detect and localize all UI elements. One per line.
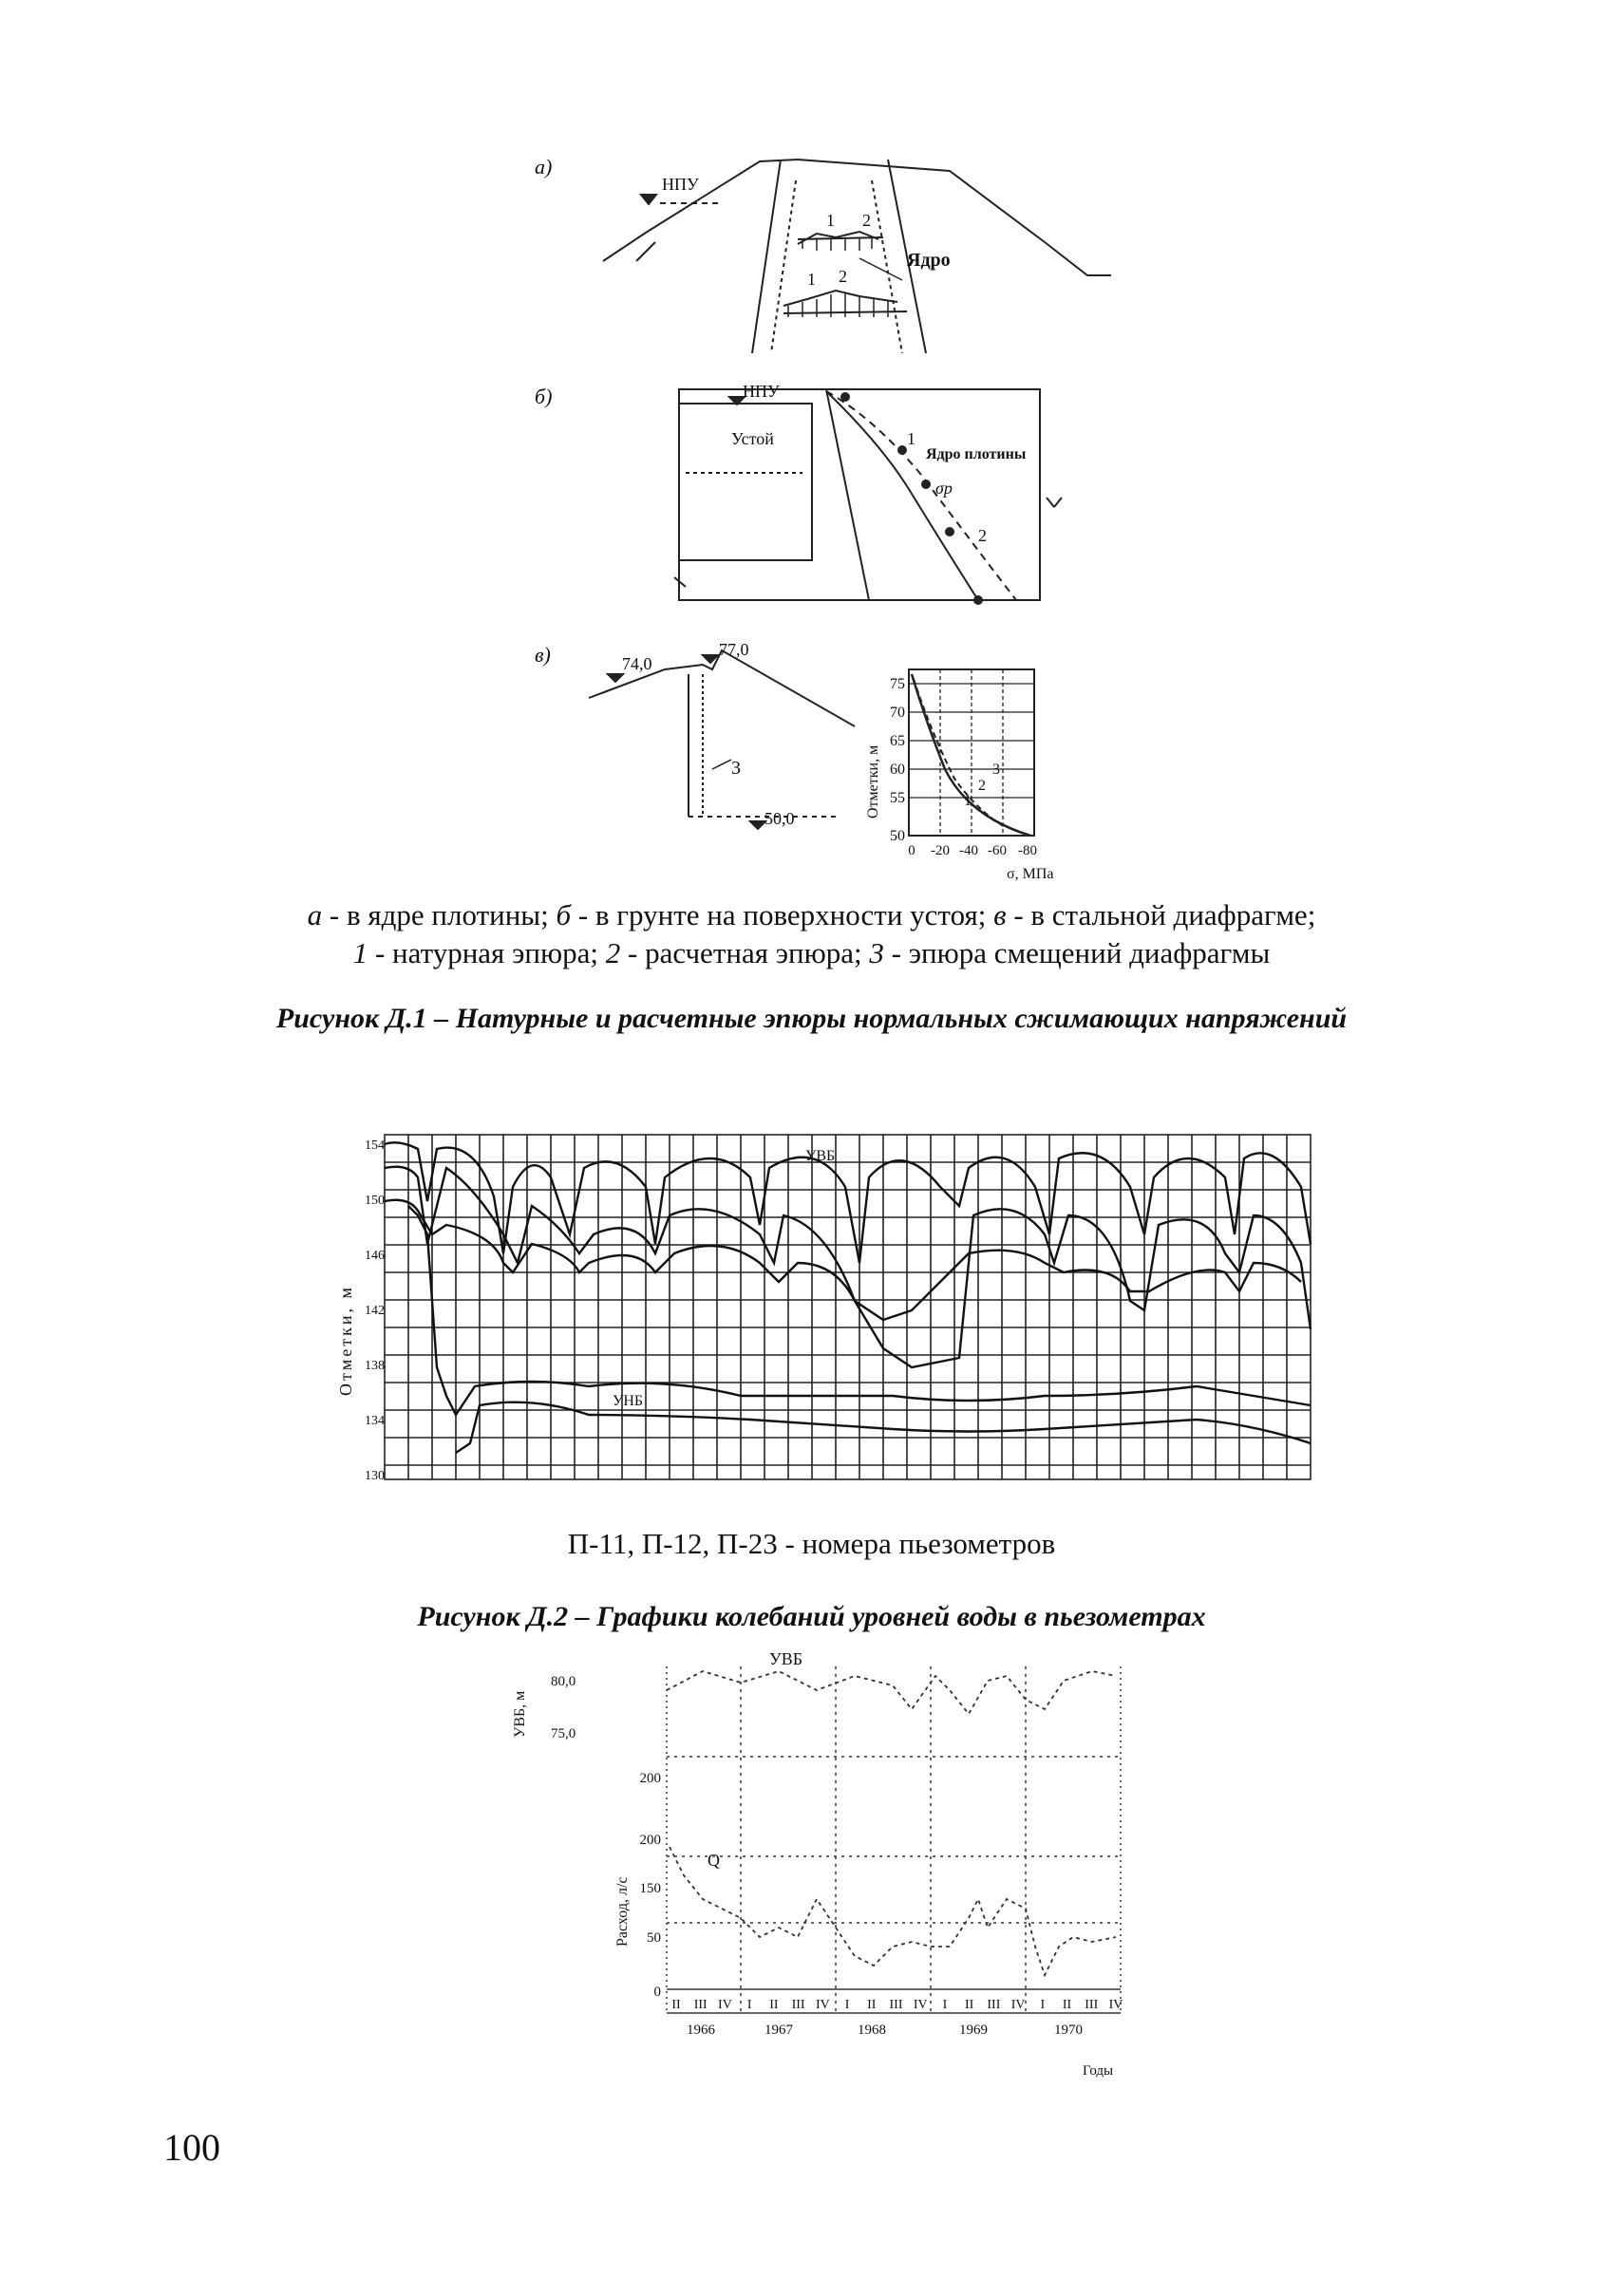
d3-quarter-label: III — [791, 1998, 805, 2012]
panel-v-xtick: -80 — [1018, 843, 1037, 858]
d3-quarter-label: IV — [1010, 1998, 1026, 2012]
legend-key-1: 1 — [352, 936, 368, 969]
figure-d1-caption: Рисунок Д.1 – Натурные и расчетные эпюры нормальных сжимающих напряжений — [275, 1003, 1348, 1034]
d3-year: 1967 — [764, 2023, 793, 2038]
panel-b-npu: НПУ — [743, 382, 780, 401]
panel-v-xtick: -40 — [959, 843, 978, 858]
legend-text-2: - расчетная эпюра; — [620, 936, 870, 969]
panel-a-npu: НПУ — [662, 175, 699, 194]
panel-b-num-2: 2 — [978, 526, 987, 545]
d2-ubb-label: УВБ — [805, 1148, 836, 1164]
d3-quarter-label: II — [671, 1998, 681, 2012]
legend-text-a: - в ядре плотины; — [322, 898, 557, 932]
panel-a-num-1-top: 1 — [826, 211, 835, 230]
d3-quarter-label: III — [889, 1998, 903, 2012]
legend-key-v: в — [993, 898, 1007, 932]
panel-a-label: а) — [535, 155, 553, 179]
panel-v-curve-3: 3 — [992, 762, 1000, 778]
d3-quarter-label: IV — [1108, 1998, 1123, 2012]
page-number: 100 — [163, 2126, 220, 2169]
d3-xlabel: Годы — [1083, 2063, 1114, 2079]
legend-key-3: 3 — [869, 936, 884, 969]
panel-v-xtick: -60 — [988, 843, 1007, 858]
panel-v-level-left: 74,0 — [622, 654, 652, 673]
panel-v-level-bottom: 50,0 — [764, 809, 795, 828]
d3-quarter-label: I — [942, 1998, 948, 2012]
figure-d2-caption: Рисунок Д.2 – Графики колебаний уровней воды в пьезометрах — [417, 1601, 1206, 1632]
panel-b-core-label: Ядро плотины — [926, 446, 1027, 462]
panel-a-num-1-bottom: 1 — [807, 270, 816, 289]
d3-quarter-label: IV — [815, 1998, 830, 2012]
panel-v-ytick: 75 — [890, 676, 905, 692]
d3-quarter-label: II — [1062, 1998, 1072, 2012]
d2-ytick: 134 — [365, 1414, 385, 1428]
d3-q-tick: 200 — [639, 1833, 661, 1848]
d3-ubb-tick: 75,0 — [551, 1726, 576, 1741]
legend-key-2: 2 — [605, 936, 621, 969]
d3-year: 1969 — [959, 2023, 988, 2038]
d3-quarter-label: I — [746, 1998, 752, 2012]
d3-ubb-tick: 80,0 — [551, 1674, 576, 1689]
d3-q-tick: 0 — [653, 1985, 661, 2000]
d2-unb-label: УНБ — [613, 1393, 644, 1409]
legend-key-a: а — [307, 898, 323, 932]
legend-text-3: - эпюра смещений диафрагмы — [883, 936, 1271, 969]
d3-q-tick: 50 — [647, 1930, 661, 1946]
d3-quarter-label: II — [867, 1998, 877, 2012]
panel-v-xlabel: σ, МПа — [1007, 866, 1054, 882]
panel-v-num-3: 3 — [731, 758, 741, 779]
d2-ytick: 142 — [365, 1304, 385, 1318]
d3-quarter-label: I — [844, 1998, 850, 2012]
d2-ytick: 130 — [365, 1469, 385, 1483]
panel-v-xtick: 0 — [908, 843, 915, 858]
d3-quarter-label: II — [965, 1998, 974, 2012]
d3-quarter-label: I — [1040, 1998, 1046, 2012]
d3-quarter-label: IV — [718, 1998, 732, 2012]
d3-quarter-label: IV — [913, 1998, 928, 2012]
panel-v-ytick: 70 — [890, 705, 905, 721]
d3-q-label: Q — [708, 1851, 720, 1870]
legend-text-v: - в стальной диафрагме; — [1006, 898, 1316, 932]
d3-quarter-label: II — [769, 1998, 779, 2012]
panel-a-num-2-top: 2 — [862, 211, 871, 230]
panel-v-ytick: 50 — [890, 828, 905, 844]
panel-a-core-label: Ядро — [907, 250, 951, 271]
panel-v-ytick: 65 — [890, 733, 905, 749]
d3-year: 1968 — [858, 2023, 886, 2038]
legend-text-1: - натурная эпюра; — [368, 936, 606, 969]
d3-year: 1966 — [687, 2023, 715, 2038]
panel-v-curve-1: 1 — [964, 793, 972, 809]
d3-ubb-ylabel: УВБ, м — [512, 1690, 528, 1738]
panel-v-ytick: 60 — [890, 762, 905, 778]
panel-b-num-1: 1 — [907, 429, 915, 448]
d3-q-tick: 200 — [639, 1771, 661, 1786]
panel-v-curve-2: 2 — [978, 778, 986, 794]
d3-ubb-title: УВБ — [769, 1649, 803, 1668]
legend-key-b: б — [556, 898, 572, 932]
panel-v-xtick: -20 — [931, 843, 950, 858]
panel-a-num-2-bottom: 2 — [839, 267, 847, 286]
panel-v-ylabel: Отметки, м — [865, 744, 881, 819]
d3-q-tick: 150 — [639, 1881, 661, 1896]
d3-quarter-label: III — [1085, 1998, 1099, 2012]
legend-text-b: - в грунте на поверхности устоя; — [571, 898, 994, 932]
panel-v-label: в) — [535, 643, 551, 667]
panel-v-ytick: 55 — [890, 790, 905, 806]
panel-v-level-top: 77,0 — [719, 640, 749, 659]
panel-b-label: б) — [535, 385, 553, 408]
d3-quarter-label: III — [693, 1998, 708, 2012]
d3-quarter-label: III — [987, 1998, 1001, 2012]
d2-ytick: 138 — [365, 1359, 385, 1373]
d2-ytick: 154 — [365, 1139, 385, 1153]
d2-ytick: 146 — [365, 1249, 385, 1263]
d3-year: 1970 — [1054, 2023, 1083, 2038]
d2-ylabel: Отметки, м — [336, 1285, 355, 1396]
panel-b-abutment-label: Устой — [731, 429, 774, 448]
d2-ytick: 150 — [365, 1194, 385, 1208]
d3-q-ylabel: Расход, л/с — [614, 1876, 631, 1947]
panel-b-sigma: σр — [935, 479, 953, 498]
figure-d2-note: П-11, П-12, П-23 - номера пьезометров — [567, 1527, 1056, 1560]
